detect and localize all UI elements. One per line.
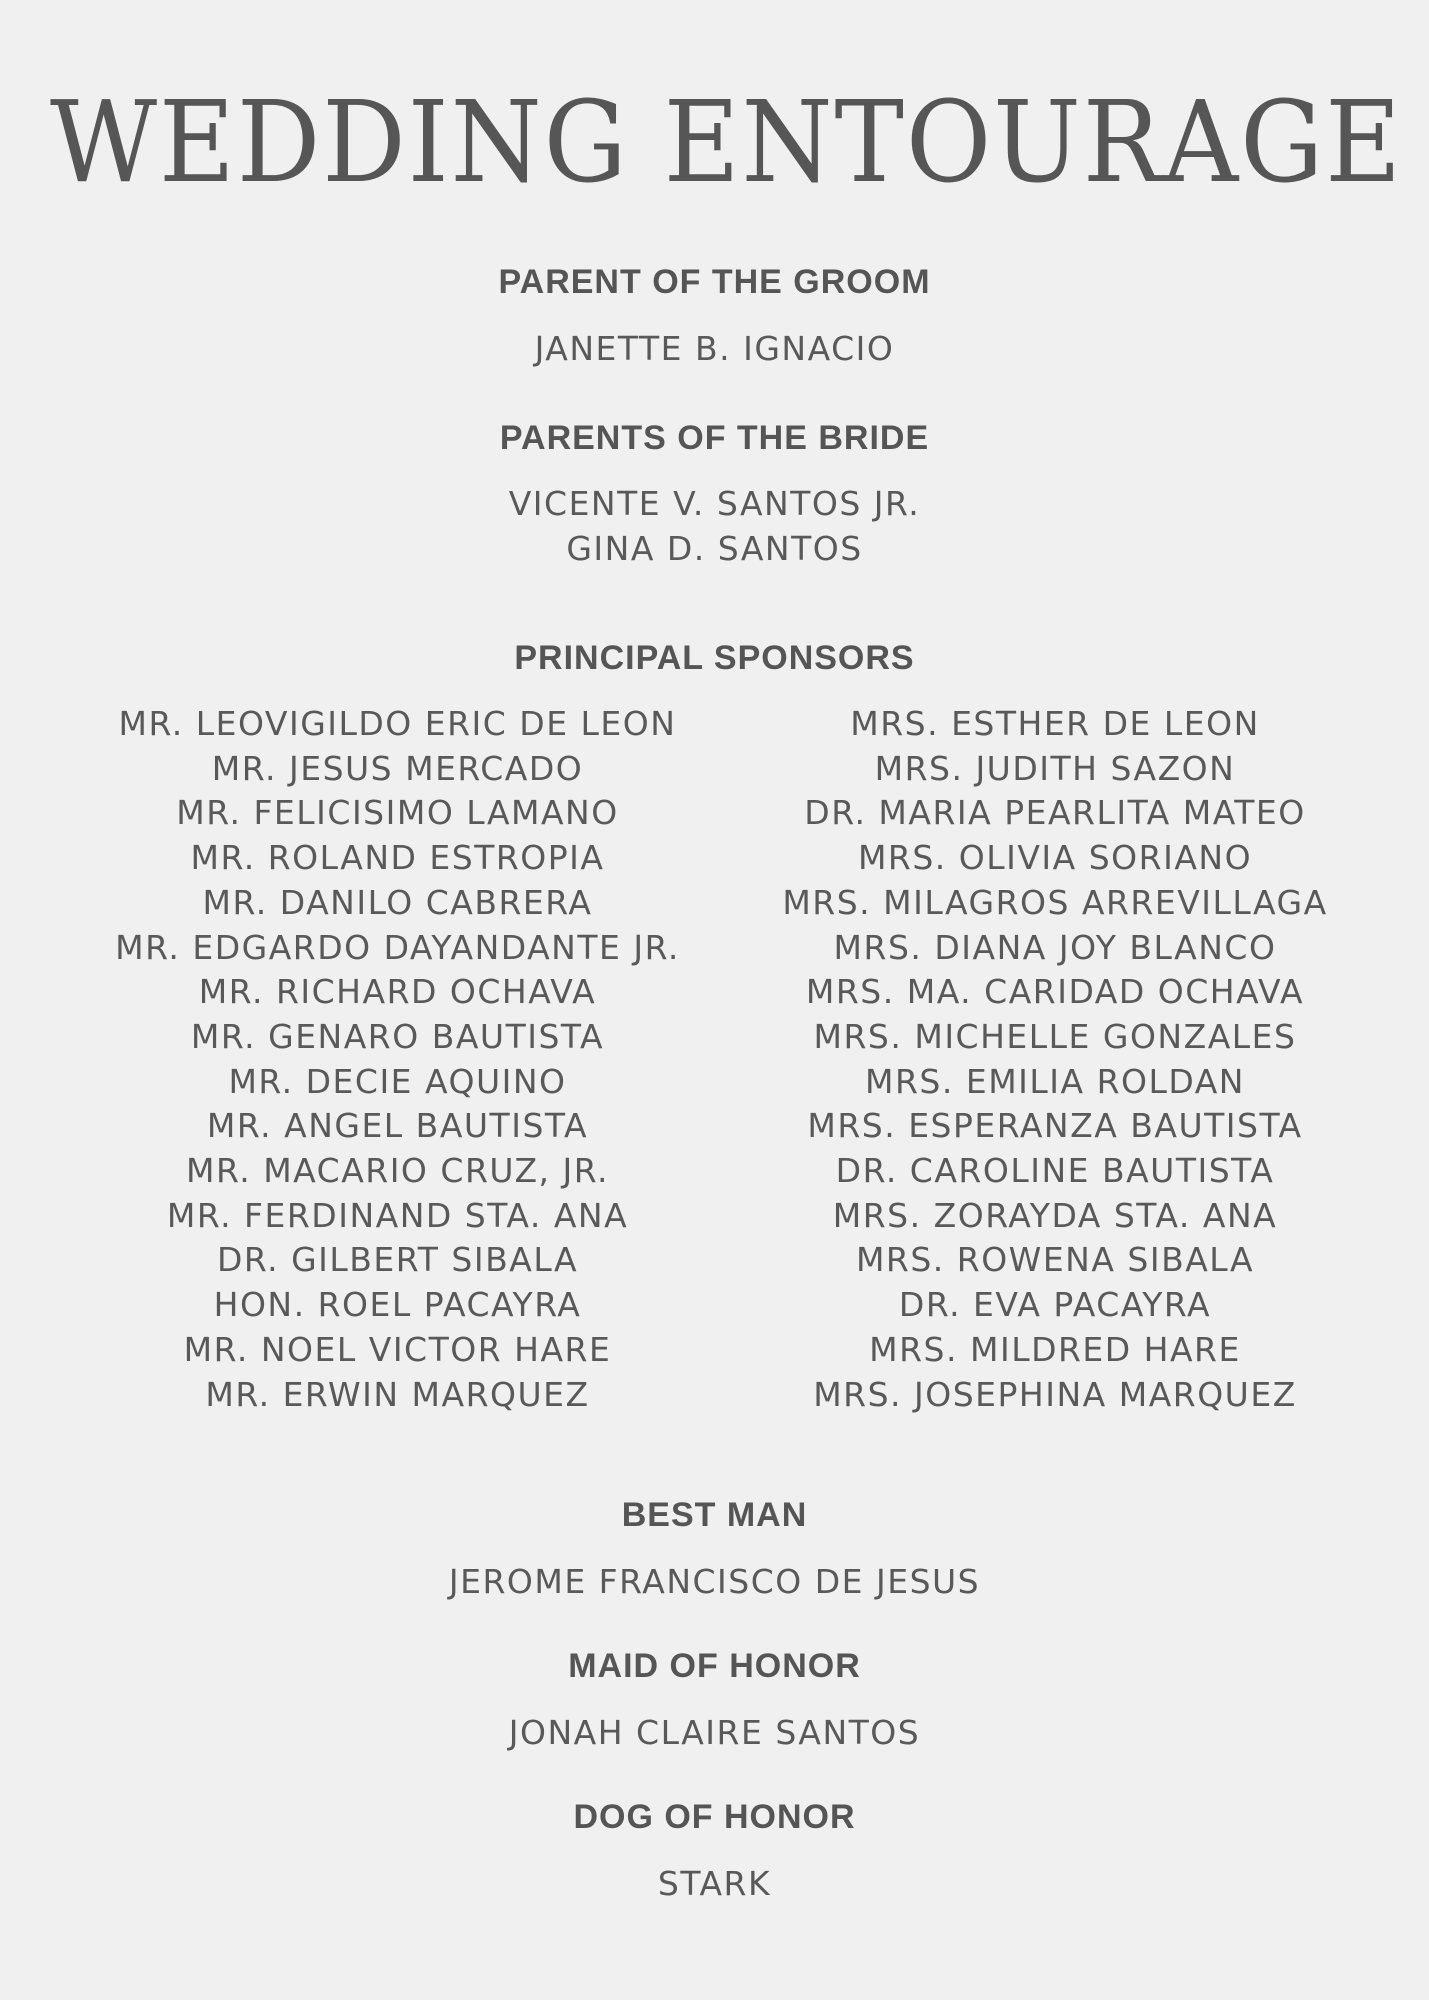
sponsor-name: MR. NOEL VICTOR HARE bbox=[183, 1329, 612, 1369]
sponsor-name: MRS. JUDITH SAZON bbox=[874, 748, 1236, 788]
sponsor-name: MRS. ROWENA SIBALA bbox=[855, 1240, 1255, 1280]
sponsor-name: MR. GENARO BAUTISTA bbox=[190, 1016, 605, 1056]
parents-of-the-bride-list bbox=[0, 481, 1429, 571]
name-parent-of-the-groom: JANETTE B. IGNACIO bbox=[534, 329, 895, 368]
sponsor-name: MRS. JOSEPHINA MARQUEZ bbox=[813, 1374, 1297, 1414]
sponsor-name: MR. RICHARD OCHAVA bbox=[198, 972, 597, 1012]
sponsor-name: MRS. OLIVIA SORIANO bbox=[857, 838, 1253, 878]
name-best-man: JEROME FRANCISCO DE JESUS bbox=[448, 1562, 981, 1601]
sponsor-name: MR. DECIE AQUINO bbox=[228, 1061, 567, 1101]
sponsor-name: MR. FERDINAND STA. ANA bbox=[166, 1195, 629, 1235]
sponsor-name: MRS. ESPERANZA BAUTISTA bbox=[807, 1106, 1303, 1146]
name-dog-of-honor: STARK bbox=[657, 1864, 772, 1903]
sponsor-name: MR. LEOVIGILDO ERIC DE LEON bbox=[118, 704, 677, 743]
sponsor-name: MR. ROLAND ESTROPIA bbox=[190, 838, 605, 878]
heading-principal-sponsors: PRINCIPAL SPONSORS bbox=[514, 639, 915, 677]
principal-sponsors-left-column bbox=[70, 702, 725, 1417]
sponsor-name: MR. EDGARDO DAYANDANTE JR. bbox=[115, 927, 680, 967]
sponsor-name: MRS. ESTHER DE LEON bbox=[850, 704, 1260, 743]
sponsor-name: MRS. MA. CARIDAD OCHAVA bbox=[805, 972, 1305, 1012]
name-father-of-the-bride: VICENTE V. SANTOS JR. bbox=[508, 484, 921, 523]
sponsor-name: DR. EVA PACAYRA bbox=[898, 1285, 1212, 1325]
heading-dog-of-honor: DOG OF HONOR bbox=[573, 1798, 856, 1836]
sponsor-name: MR. DANILO CABRERA bbox=[202, 882, 593, 922]
sponsor-name: MR. FELICISIMO LAMANO bbox=[176, 793, 619, 833]
sponsor-name: MRS. ZORAYDA STA. ANA bbox=[832, 1195, 1278, 1235]
sponsor-name: MRS. DIANA JOY BLANCO bbox=[833, 927, 1277, 967]
name-mother-of-the-bride: GINA D. SANTOS bbox=[566, 529, 863, 568]
heading-best-man: BEST MAN bbox=[621, 1496, 808, 1534]
sponsor-name: MR. ANGEL BAUTISTA bbox=[206, 1106, 589, 1146]
sponsor-name: DR. CAROLINE BAUTISTA bbox=[835, 1151, 1275, 1191]
sponsor-name: MR. MACARIO CRUZ, JR. bbox=[185, 1151, 610, 1191]
name-maid-of-honor: JONAH CLAIRE SANTOS bbox=[508, 1713, 921, 1752]
heading-parents-of-the-bride: PARENTS OF THE BRIDE bbox=[499, 419, 930, 457]
sponsor-name: DR. MARIA PEARLITA MATEO bbox=[804, 793, 1306, 833]
sponsor-name: MRS. MICHELLE GONZALES bbox=[813, 1016, 1297, 1056]
heading-parent-of-the-groom: PARENT OF THE GROOM bbox=[498, 263, 931, 301]
page-title: WEDDING ENTOURAGE bbox=[50, 78, 1404, 208]
principal-sponsors-right-column bbox=[720, 702, 1390, 1417]
sponsor-name: MRS. EMILIA ROLDAN bbox=[865, 1061, 1245, 1101]
sponsor-name: MR. JESUS MERCADO bbox=[211, 748, 584, 788]
heading-maid-of-honor: MAID OF HONOR bbox=[568, 1647, 861, 1685]
sponsor-name: DR. GILBERT SIBALA bbox=[216, 1240, 579, 1280]
sponsor-name: MRS. MILAGROS ARREVILLAGA bbox=[782, 882, 1328, 922]
sponsor-name: HON. ROEL PACAYRA bbox=[213, 1285, 582, 1325]
sponsor-name: MR. ERWIN MARQUEZ bbox=[205, 1374, 590, 1414]
sponsor-name: MRS. MILDRED HARE bbox=[869, 1329, 1241, 1369]
